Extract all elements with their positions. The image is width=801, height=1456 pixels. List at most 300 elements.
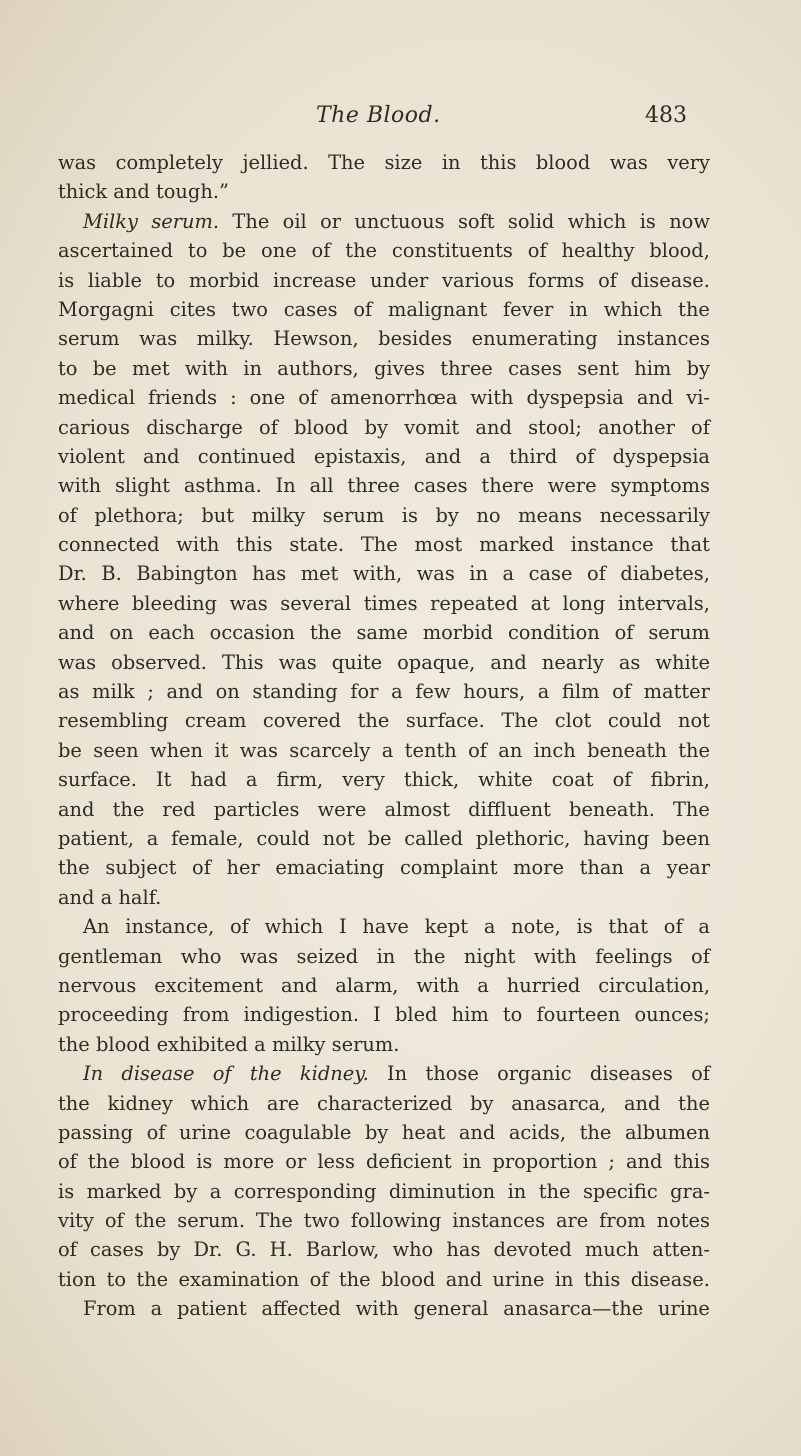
word: female, <box>171 826 244 850</box>
word: organic <box>497 1062 572 1086</box>
word: necessarily <box>599 503 710 527</box>
word: From <box>83 1297 136 1321</box>
word: a <box>639 856 652 880</box>
word: fever <box>502 297 554 321</box>
text-line <box>58 413 710 442</box>
text-line <box>58 1294 710 1323</box>
word: of <box>353 297 373 321</box>
word: patient <box>176 1297 247 1321</box>
text-line <box>58 706 710 735</box>
text-line <box>58 1000 710 1029</box>
word: gentleman <box>58 944 163 968</box>
text-line <box>58 471 710 500</box>
word: to <box>187 239 208 263</box>
word: examination <box>178 1267 300 1291</box>
word: medical <box>58 386 136 410</box>
word: marked <box>86 1179 162 1203</box>
word: scarcely <box>289 738 371 762</box>
word: of <box>663 915 683 939</box>
word: a <box>479 444 491 468</box>
word: blood <box>95 1032 151 1056</box>
word: there <box>481 474 534 498</box>
word: another <box>598 415 675 439</box>
word: excitement <box>154 973 264 997</box>
word: proportion <box>492 1150 598 1174</box>
word: anasarca, <box>511 1091 607 1115</box>
word: slight <box>114 474 170 498</box>
text-line <box>58 295 710 324</box>
word: to <box>155 268 176 292</box>
word: fibrin, <box>650 768 710 792</box>
text-line <box>58 824 710 853</box>
word: the <box>579 1120 612 1144</box>
word: opaque, <box>397 650 476 674</box>
word: marked <box>479 533 554 557</box>
body-text <box>58 148 710 1324</box>
word: long <box>562 591 606 615</box>
word: seen <box>93 738 139 762</box>
word: with <box>533 944 577 968</box>
word: the <box>413 944 446 968</box>
word: the <box>678 297 710 321</box>
word: nearly <box>541 650 604 674</box>
word: occasion <box>209 621 295 645</box>
word: asthma. <box>183 474 262 498</box>
word: is <box>576 915 593 939</box>
word: a <box>477 973 489 997</box>
text-line <box>58 1030 710 1059</box>
word: much <box>584 1238 640 1262</box>
word: third <box>509 444 558 468</box>
word: devoted <box>493 1238 572 1262</box>
word: the <box>538 1179 571 1203</box>
word: disease. <box>630 268 710 292</box>
word: very <box>342 768 385 792</box>
word: soft <box>457 209 495 233</box>
word: constituents <box>391 239 513 263</box>
text-line <box>58 1206 710 1235</box>
word: the <box>134 1209 167 1233</box>
text-line <box>58 324 710 353</box>
word: deficient <box>365 1150 452 1174</box>
word: plethora; <box>94 503 184 527</box>
italic-word: Milky <box>83 209 138 233</box>
word: The <box>232 209 270 233</box>
italic-word: disease <box>121 1062 195 1086</box>
word: state. <box>289 533 345 557</box>
word: unctuous <box>354 209 445 233</box>
word: year <box>666 856 710 880</box>
word: having <box>583 826 650 850</box>
word: quite <box>331 650 383 674</box>
word: three <box>347 474 400 498</box>
word: be <box>367 826 392 850</box>
word: firm, <box>276 768 324 792</box>
word: a <box>391 680 403 704</box>
word: Hewson, <box>273 327 359 351</box>
word: cream <box>184 709 247 733</box>
word: means <box>518 503 583 527</box>
text-line <box>58 736 710 765</box>
word: hurried <box>506 973 581 997</box>
word: particles <box>213 797 300 821</box>
word: cites <box>169 297 216 321</box>
word: This <box>221 650 264 674</box>
word: it <box>214 738 229 762</box>
word: with <box>58 474 102 498</box>
word: by <box>686 356 710 380</box>
word: beneath <box>587 738 667 762</box>
word: and <box>424 444 462 468</box>
word: or <box>285 1150 307 1174</box>
word: indigestion. <box>243 1003 359 1027</box>
word: bled <box>394 1003 438 1027</box>
word: besides <box>378 327 453 351</box>
word: this <box>479 151 517 174</box>
word: and <box>280 973 318 997</box>
word: stool; <box>528 415 582 439</box>
word: affected <box>261 1297 341 1321</box>
word: the <box>87 1150 120 1174</box>
word: urine <box>657 1297 710 1321</box>
word: of <box>598 268 617 292</box>
word: could <box>256 826 310 850</box>
word: ; <box>147 680 154 704</box>
word: milk <box>92 680 135 704</box>
word: cases <box>90 1238 144 1262</box>
word: more <box>513 856 564 880</box>
word: kept <box>424 915 469 939</box>
word: morbid <box>422 621 494 645</box>
text-line <box>58 1118 710 1147</box>
word: no <box>476 503 501 527</box>
word: and <box>113 180 150 204</box>
word: blood <box>130 1150 186 1174</box>
word: called <box>404 826 463 850</box>
text-line <box>58 1265 710 1294</box>
word: by <box>435 503 459 527</box>
word: malignant <box>388 297 488 321</box>
word: of <box>527 239 547 263</box>
word: in <box>469 562 488 586</box>
text-line <box>58 912 710 941</box>
word: surface. <box>58 768 137 792</box>
word: several <box>280 591 352 615</box>
word: milky. <box>196 327 254 351</box>
text-line <box>58 383 710 412</box>
word: and <box>166 680 203 704</box>
word: and <box>475 415 512 439</box>
word: I <box>338 915 347 939</box>
word: of <box>58 1150 77 1174</box>
word: that <box>670 533 710 557</box>
word: are <box>555 1209 589 1233</box>
word: oil <box>282 209 307 233</box>
word: tion <box>58 1267 97 1291</box>
word: a <box>150 1297 163 1321</box>
word: the <box>309 621 342 645</box>
word: ; <box>608 1150 615 1174</box>
word: enumerating <box>471 327 598 351</box>
word: dyspepsia <box>526 386 624 410</box>
word: thick, <box>403 768 460 792</box>
word: heat <box>401 1120 446 1144</box>
word: have <box>362 915 409 939</box>
word: an <box>498 738 523 762</box>
word: which <box>603 297 663 321</box>
word: same <box>356 621 408 645</box>
word: Dr. <box>58 562 87 586</box>
word: a <box>209 1179 222 1203</box>
word: intervals, <box>617 591 710 615</box>
word: of <box>691 415 710 439</box>
word: beneath. <box>569 797 655 821</box>
word: with <box>184 356 228 380</box>
word: this <box>236 533 273 557</box>
word: cases <box>283 297 338 321</box>
word: instance <box>570 533 654 557</box>
word: this <box>673 1150 710 1174</box>
word: milky <box>251 503 306 527</box>
word: healthy <box>561 239 635 263</box>
word: of <box>468 738 487 762</box>
word: Dr. <box>193 1238 223 1262</box>
word: urine <box>179 1120 231 1144</box>
italic-word: serum. <box>151 209 220 233</box>
word: Barlow, <box>305 1238 380 1262</box>
word: G. <box>235 1238 257 1262</box>
word: of <box>259 415 278 439</box>
word: than <box>579 856 624 880</box>
word: acids, <box>508 1120 567 1144</box>
word: and <box>625 1150 663 1174</box>
text-line <box>58 853 710 882</box>
word: all <box>309 474 334 498</box>
word: diabetes, <box>620 562 710 586</box>
word: symptoms <box>610 474 710 498</box>
word: various <box>441 268 515 292</box>
page-number: 483 <box>645 103 687 128</box>
word: from <box>599 1209 646 1233</box>
word: of <box>612 680 631 704</box>
word: a <box>381 738 394 762</box>
word: plethoric, <box>475 826 571 850</box>
word: of <box>298 386 318 410</box>
word: continued <box>197 444 296 468</box>
text-line <box>58 266 710 295</box>
word: a <box>100 885 113 909</box>
word: kidney <box>107 1091 173 1115</box>
word: diminution <box>388 1179 496 1203</box>
word: instance, <box>125 915 215 939</box>
word: and <box>490 650 527 674</box>
word: under <box>370 268 429 292</box>
word: or <box>320 209 342 233</box>
word: of <box>691 944 710 968</box>
word: and <box>445 1267 483 1291</box>
word: each <box>148 621 195 645</box>
text-line <box>58 530 710 559</box>
word: met <box>300 562 339 586</box>
word: patient, <box>58 826 134 850</box>
word: for <box>350 680 379 704</box>
word: met <box>131 356 170 380</box>
word: subject <box>105 856 177 880</box>
word: surface. <box>405 709 485 733</box>
word: three <box>440 356 493 380</box>
word: very <box>667 151 710 174</box>
word: amenorrhœa <box>330 386 458 410</box>
word: covered <box>262 709 342 733</box>
word: nervous <box>58 973 137 997</box>
word: is <box>639 209 656 233</box>
word: blood <box>294 415 349 439</box>
text-line <box>58 207 710 236</box>
word: atten- <box>652 1238 710 1262</box>
word: increase <box>273 268 357 292</box>
word: with <box>470 386 514 410</box>
word: : <box>230 386 237 410</box>
word: her <box>226 856 260 880</box>
text-line <box>58 354 710 383</box>
word: The <box>360 533 398 557</box>
word: less <box>317 1150 355 1174</box>
word: and <box>143 444 180 468</box>
text-line <box>58 177 710 206</box>
word: is <box>401 503 418 527</box>
text-line <box>58 1147 710 1176</box>
word: at <box>530 591 550 615</box>
word: It <box>155 768 172 792</box>
word: vi- <box>686 386 710 410</box>
text-line <box>58 148 710 177</box>
word: tenth <box>404 738 457 762</box>
word: was <box>609 151 648 174</box>
word: thick <box>58 180 108 204</box>
word: serum <box>648 621 710 645</box>
word: are <box>266 1091 300 1115</box>
word: was <box>239 944 279 968</box>
word: by <box>173 1179 198 1203</box>
word: the <box>678 738 710 762</box>
word: H. <box>269 1238 293 1262</box>
word: the <box>357 709 390 733</box>
word: morbid <box>188 268 260 292</box>
word: of <box>587 562 606 586</box>
word: red <box>162 797 196 821</box>
word: one <box>261 239 297 263</box>
word: condition <box>507 621 600 645</box>
word: be <box>222 239 247 263</box>
word: one <box>249 386 286 410</box>
text-line <box>58 1089 710 1118</box>
word: following <box>350 1209 442 1233</box>
word: standing <box>252 680 338 704</box>
word: in <box>441 151 461 174</box>
word: resembling <box>58 709 169 733</box>
word: a <box>483 915 496 939</box>
word: serum <box>322 503 385 527</box>
word: was <box>58 151 97 174</box>
word: not <box>322 826 355 850</box>
word: the <box>112 797 145 821</box>
word: and <box>623 1091 661 1115</box>
word: white <box>655 650 710 674</box>
word: hours, <box>463 680 526 704</box>
word: matter <box>643 680 710 704</box>
word: proceeding <box>58 1003 169 1027</box>
word: is <box>196 1150 213 1174</box>
word: in <box>243 356 262 380</box>
word: observed. <box>111 650 207 674</box>
word: were <box>547 474 597 498</box>
word: two <box>231 297 268 321</box>
word: with <box>416 973 460 997</box>
word: as <box>618 650 641 674</box>
text-line <box>58 618 710 647</box>
word: vity <box>58 1209 94 1233</box>
word: ascertained <box>58 239 174 263</box>
word: completely <box>115 151 224 174</box>
word: had <box>190 768 227 792</box>
text-line <box>58 589 710 618</box>
word: two <box>303 1209 340 1233</box>
text-line <box>58 971 710 1000</box>
word: not <box>678 709 710 733</box>
word: notes <box>656 1209 710 1233</box>
word: The <box>501 709 539 733</box>
word: with, <box>352 562 403 586</box>
word: serum <box>58 327 120 351</box>
text-line <box>58 501 710 530</box>
word: was <box>416 562 455 586</box>
word: passing <box>58 1120 133 1144</box>
word: to <box>58 356 78 380</box>
word: be <box>58 738 82 762</box>
word: case <box>528 562 573 586</box>
word: forms <box>527 268 585 292</box>
word: coat <box>551 768 594 792</box>
word: could <box>607 709 662 733</box>
word: has <box>252 562 287 586</box>
word: jellied. <box>242 151 309 174</box>
word: of <box>614 621 634 645</box>
word: bleeding <box>131 591 217 615</box>
text-line <box>58 1235 710 1264</box>
word: gra- <box>670 1179 710 1203</box>
word: a <box>502 562 515 586</box>
word: a <box>146 826 159 850</box>
word: The <box>328 151 366 174</box>
word: tough.” <box>155 180 229 204</box>
word: in <box>569 297 588 321</box>
word: authors, <box>277 356 359 380</box>
text-line <box>58 1059 710 1088</box>
word: white <box>478 768 533 792</box>
word: a <box>254 1032 266 1056</box>
word: by <box>156 1238 181 1262</box>
word: connected <box>58 533 160 557</box>
word: who <box>392 1238 434 1262</box>
word: as <box>58 680 80 704</box>
italic-word: kidney. <box>299 1062 369 1086</box>
word: been <box>662 826 710 850</box>
word: when <box>150 738 204 762</box>
word: in <box>507 1179 527 1203</box>
word: to <box>502 1003 523 1027</box>
word: Babington <box>136 562 238 586</box>
word: size <box>384 151 423 174</box>
